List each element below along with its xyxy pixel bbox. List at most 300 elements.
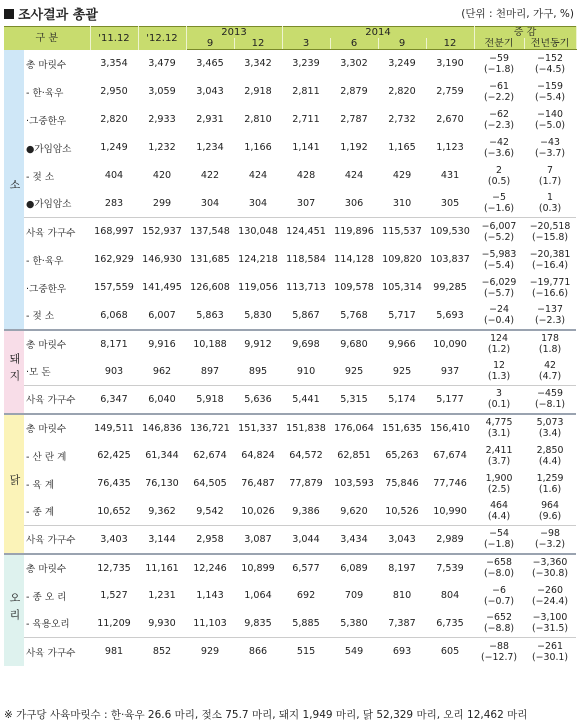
table-row (4, 190, 576, 218)
value-cell: 5,863 (196, 309, 224, 321)
change-percent: (3.4) (538, 428, 562, 439)
change-percent: (−12.7) (481, 651, 518, 663)
value-cell: 9,912 (234, 330, 282, 358)
value-cell: 118,584 (286, 254, 326, 265)
value-cell: 119,896 (330, 218, 378, 246)
value-cell: 115,537 (378, 218, 426, 246)
change-value: 12 (493, 360, 505, 372)
change-prev-year-cell (524, 442, 576, 470)
value-cell: 1,231 (148, 590, 176, 601)
value-cell: 76,435 (97, 478, 131, 489)
value-cell: 168,997 (90, 218, 138, 246)
change-prev-year-cell (524, 582, 576, 610)
value-cell: 304 (248, 197, 268, 209)
value-cell: 2,820 (100, 114, 128, 125)
change-value: −59 (489, 52, 509, 64)
change-value: 2,411 (485, 444, 513, 456)
change-prev-year-cell (524, 162, 576, 190)
value-cell: 2,918 (244, 86, 272, 97)
change-prev-quarter-cell (474, 302, 524, 330)
value-cell: 152,937 (138, 218, 186, 246)
group-label-text: 닭 (8, 473, 21, 491)
value-cell: 1,143 (196, 590, 224, 601)
value-cell: 103,593 (334, 478, 374, 489)
table-row (4, 582, 576, 610)
change-value: 2,850 (536, 444, 564, 456)
value-cell: 5,174 (378, 386, 426, 414)
value-cell: 162,929 (94, 254, 134, 265)
value-cell: 5,315 (330, 386, 378, 414)
change-prev-quarter-cell (474, 246, 524, 274)
value-cell: 126,608 (190, 282, 230, 293)
value-cell: 62,674 (193, 450, 227, 461)
value-cell: 5,636 (234, 386, 282, 414)
value-cell: 75,846 (385, 478, 419, 489)
value-cell: 1,232 (148, 142, 176, 153)
value-cell: 9,680 (330, 330, 378, 358)
change-percent: (−3.2) (534, 539, 566, 551)
change-prev-year-cell (524, 330, 576, 358)
value-cell: 9,542 (196, 505, 224, 517)
row-label: 총 마릿수 (24, 554, 90, 582)
row-label: - 한·육우 (26, 87, 64, 99)
change-value: 1,900 (485, 472, 513, 484)
value-cell: 9,386 (292, 505, 320, 517)
value-cell: 3,144 (138, 526, 186, 554)
value-cell: 1,234 (196, 142, 224, 153)
page-title (4, 4, 98, 23)
value-cell: 810 (392, 590, 412, 601)
change-percent: (−16.6) (532, 287, 569, 299)
value-cell: 65,263 (385, 450, 419, 461)
value-cell: 2,933 (148, 114, 176, 125)
table-row (4, 386, 576, 414)
change-prev-year-cell (524, 610, 576, 638)
change-value: 124 (490, 333, 508, 344)
value-cell: 424 (344, 170, 364, 181)
value-cell: 299 (152, 197, 172, 209)
value-cell: 1,249 (100, 142, 128, 153)
square-bullet-icon (4, 9, 14, 19)
change-percent: (1.8) (538, 344, 562, 355)
value-cell: 306 (344, 197, 364, 209)
value-cell: 3,465 (196, 58, 224, 70)
value-cell: 9,362 (148, 505, 176, 517)
header-2014-month: 3 (282, 38, 330, 50)
value-cell: 2,810 (244, 114, 272, 125)
value-cell: 283 (104, 197, 124, 209)
value-cell: 62,851 (337, 450, 371, 461)
change-percent: (−1.6) (483, 203, 515, 215)
change-value: −19,771 (529, 276, 571, 288)
group-label (4, 330, 24, 414)
value-cell: 5,918 (186, 386, 234, 414)
value-cell: 5,830 (244, 309, 272, 321)
change-percent: (4.7) (538, 371, 562, 383)
value-cell: 6,040 (138, 386, 186, 414)
value-cell: 9,620 (340, 505, 368, 517)
change-value: −62 (489, 108, 509, 120)
value-cell: 6,007 (148, 309, 176, 321)
value-cell: 9,966 (378, 330, 426, 358)
change-prev-quarter-cell (474, 526, 524, 554)
change-percent: (3.1) (487, 428, 511, 439)
value-cell: 9,835 (244, 617, 272, 629)
value-cell: 404 (104, 170, 124, 181)
value-cell: 137,548 (186, 218, 234, 246)
value-cell: 903 (104, 365, 124, 377)
value-cell: 8,197 (378, 554, 426, 582)
change-prev-quarter-cell (474, 638, 524, 666)
change-percent: (−2.2) (483, 91, 515, 103)
row-label: - 산 란 계 (26, 451, 67, 463)
value-cell: 113,713 (286, 282, 326, 293)
value-cell: 307 (296, 197, 316, 209)
change-value: −20,518 (529, 220, 571, 232)
value-cell: 10,899 (234, 554, 282, 582)
change-value: −6,007 (481, 220, 517, 232)
value-cell: 1,192 (340, 142, 368, 153)
value-cell: 2,950 (100, 86, 128, 97)
value-cell: 1,141 (292, 142, 320, 153)
change-value: 7 (547, 164, 554, 176)
value-cell: 149,511 (90, 414, 138, 442)
value-cell: 10,652 (97, 505, 131, 517)
change-prev-quarter-cell (474, 78, 524, 106)
value-cell: 5,717 (388, 309, 416, 321)
value-cell: 141,495 (142, 282, 182, 293)
change-prev-year-cell (524, 246, 576, 274)
row-label: 총 마릿수 (24, 414, 90, 442)
row-label: ·모 돈 (26, 367, 51, 379)
value-cell: 424 (248, 170, 268, 181)
table-row (4, 50, 576, 78)
header-2013-month: 9 (186, 38, 234, 50)
value-cell: 2,989 (426, 526, 474, 554)
change-prev-year-cell (524, 414, 576, 442)
value-cell: 61,344 (145, 450, 179, 461)
change-value: 42 (544, 360, 556, 372)
table-row (4, 526, 576, 554)
group-label (4, 50, 24, 330)
change-value: −6,029 (481, 276, 517, 288)
row-label: 사육 가구수 (24, 218, 90, 246)
value-cell: 429 (392, 170, 412, 181)
change-value: −159 (537, 80, 563, 92)
value-cell: 310 (392, 197, 412, 209)
change-prev-quarter-cell (474, 442, 524, 470)
change-percent: (4.4) (487, 511, 511, 523)
change-percent: (−2.3) (534, 315, 566, 326)
change-prev-year-cell (524, 218, 576, 246)
value-cell: 7,387 (388, 617, 416, 629)
value-cell: 2,879 (340, 86, 368, 97)
change-value: −24 (489, 304, 509, 315)
value-cell: 3,044 (282, 526, 330, 554)
change-percent: (−8.1) (534, 399, 566, 411)
table-row (4, 330, 576, 358)
change-percent: (−1.8) (483, 539, 515, 551)
row-label: - 한·육우 (26, 255, 64, 267)
value-cell: 67,674 (433, 450, 467, 461)
table-row (4, 610, 576, 638)
change-percent: (0.3) (538, 203, 562, 215)
header-2013-month: 12 (234, 38, 282, 50)
value-cell: 2,670 (436, 114, 464, 125)
value-cell: 5,867 (292, 309, 320, 321)
change-percent: (−31.5) (532, 623, 569, 635)
value-cell: 420 (152, 170, 172, 181)
value-cell: 5,768 (340, 309, 368, 321)
change-prev-year-cell (524, 78, 576, 106)
change-percent: (−24.4) (532, 595, 569, 607)
value-cell: 10,090 (426, 330, 474, 358)
value-cell: 157,559 (94, 282, 134, 293)
change-value: 464 (490, 500, 508, 512)
change-percent: (3.7) (487, 455, 511, 467)
change-prev-quarter-cell (474, 498, 524, 526)
header-2014: 2014 (282, 27, 474, 39)
change-prev-year-cell (524, 554, 576, 582)
value-cell: 6,347 (90, 386, 138, 414)
change-prev-quarter-cell (474, 134, 524, 162)
value-cell: 1,123 (436, 142, 464, 153)
change-prev-year-cell (524, 274, 576, 302)
value-cell: 605 (426, 638, 474, 666)
value-cell: 12,246 (186, 554, 234, 582)
value-cell: 124,451 (282, 218, 330, 246)
change-prev-quarter-cell (474, 582, 524, 610)
row-label: 총 마릿수 (26, 59, 67, 71)
value-cell: 136,721 (186, 414, 234, 442)
change-percent: (−5.7) (483, 287, 515, 299)
value-cell: 866 (234, 638, 282, 666)
row-label: ·그중한우 (26, 115, 67, 127)
change-value: −98 (540, 528, 560, 540)
value-cell: 2,732 (388, 114, 416, 125)
table-row (4, 78, 576, 106)
change-value: −137 (537, 304, 563, 315)
change-prev-year-cell (524, 470, 576, 498)
value-cell: 114,128 (334, 254, 374, 265)
value-cell: 64,505 (193, 478, 227, 489)
change-percent: (−15.8) (532, 231, 569, 243)
change-percent: (−16.4) (532, 259, 569, 271)
value-cell: 3,342 (244, 58, 272, 70)
change-value: 1 (547, 192, 554, 204)
change-value: −260 (537, 584, 563, 596)
row-label: - 젖 소 (26, 171, 55, 183)
table-row (4, 414, 576, 442)
change-percent: (0.5) (487, 175, 511, 187)
change-prev-year-cell (524, 498, 576, 526)
change-percent: (2.5) (487, 483, 511, 495)
change-prev-quarter-cell (474, 414, 524, 442)
change-percent: (−3.6) (483, 147, 515, 159)
value-cell: 3,302 (340, 58, 368, 70)
value-cell: 64,572 (289, 450, 323, 461)
summary-table-wrapper (4, 26, 576, 666)
change-percent: (−5.2) (483, 231, 515, 243)
group-label-text: 소 (8, 179, 21, 196)
change-percent: (1.3) (487, 371, 511, 383)
row-label: 사육 가구수 (24, 638, 90, 666)
value-cell: 124,218 (238, 254, 278, 265)
value-cell: 9,698 (282, 330, 330, 358)
table-body (4, 50, 576, 666)
value-cell: 11,161 (138, 554, 186, 582)
change-percent: (1.6) (538, 483, 562, 495)
change-prev-year-cell (524, 50, 576, 78)
change-value: −43 (540, 136, 560, 148)
value-cell: 146,836 (138, 414, 186, 442)
header-1112: '11.12 (90, 27, 138, 50)
value-cell: 11,103 (193, 617, 227, 629)
change-prev-quarter-cell (474, 274, 524, 302)
row-label: 사육 가구수 (24, 386, 90, 414)
change-prev-year-cell (524, 638, 576, 666)
change-percent: (−1.8) (483, 63, 515, 75)
value-cell: 431 (440, 170, 460, 181)
change-percent: (1.7) (538, 175, 562, 187)
value-cell: 3,354 (100, 58, 128, 69)
change-value: −658 (486, 557, 512, 568)
value-cell: 1,527 (100, 590, 128, 601)
value-cell: 1,166 (244, 142, 272, 153)
change-value: 5,073 (536, 417, 564, 428)
change-value: −3,100 (532, 612, 568, 624)
table-row (4, 498, 576, 526)
value-cell: 304 (200, 197, 220, 209)
change-prev-quarter-cell (474, 190, 524, 218)
value-cell: 929 (186, 638, 234, 666)
value-cell: 2,931 (196, 114, 224, 125)
value-cell: 2,787 (340, 114, 368, 125)
value-cell: 109,578 (334, 282, 374, 293)
value-cell: 3,059 (148, 86, 176, 97)
table-row (4, 470, 576, 498)
value-cell: 549 (330, 638, 378, 666)
change-percent: (−5.4) (534, 91, 566, 103)
value-cell: 3,190 (436, 58, 464, 70)
value-cell: 7,539 (426, 554, 474, 582)
change-prev-quarter-cell (474, 470, 524, 498)
table-row (4, 554, 576, 582)
value-cell: 151,337 (234, 414, 282, 442)
change-percent: (−2.3) (483, 119, 515, 131)
group-label-text: 돼지 (8, 353, 21, 387)
row-label: - 종 오 리 (26, 591, 67, 603)
value-cell: 3,087 (234, 526, 282, 554)
value-cell: 64,824 (241, 450, 275, 461)
value-cell: 910 (296, 365, 316, 377)
value-cell: 428 (296, 170, 316, 181)
value-cell: 109,530 (426, 218, 474, 246)
change-prev-year-cell (524, 526, 576, 554)
group-label-text: 오리 (8, 591, 21, 626)
change-prev-year-cell (524, 134, 576, 162)
value-cell: 804 (440, 590, 460, 601)
change-prev-year-cell (524, 302, 576, 330)
change-value: −5 (492, 192, 506, 204)
change-prev-quarter-cell (474, 50, 524, 78)
row-label: - 육 계 (26, 479, 55, 491)
header-2014-month: 6 (330, 38, 378, 50)
value-cell: 3,479 (148, 58, 176, 69)
change-prev-quarter-cell (474, 358, 524, 386)
table-row (4, 358, 576, 386)
table-row (4, 274, 576, 302)
change-value: −42 (489, 136, 509, 148)
change-percent: (−0.4) (483, 315, 515, 326)
value-cell: 6,577 (282, 554, 330, 582)
change-value: 3 (496, 388, 503, 400)
change-value: −61 (489, 80, 509, 92)
change-prev-quarter-cell (474, 106, 524, 134)
row-label: ●가임암소 (26, 199, 72, 211)
value-cell: 897 (200, 365, 220, 377)
value-cell: 151,838 (282, 414, 330, 442)
row-label: - 젖 소 (26, 311, 55, 322)
value-cell: 77,746 (433, 478, 467, 489)
change-value: −5,983 (481, 248, 517, 260)
change-percent: (9.6) (538, 511, 562, 523)
value-cell: 146,930 (142, 254, 182, 265)
change-prev-year-cell (524, 190, 576, 218)
change-prev-quarter-cell (474, 218, 524, 246)
change-percent: (−3.7) (534, 147, 566, 159)
value-cell: 10,990 (433, 505, 467, 517)
change-value: 4,775 (485, 417, 513, 428)
group-label (4, 554, 24, 666)
change-percent: (−5.0) (534, 119, 566, 131)
change-prev-quarter-cell (474, 610, 524, 638)
row-label: ·그중한우 (26, 283, 67, 295)
change-prev-year-cell (524, 386, 576, 414)
row-label: - 육용오리 (26, 619, 70, 631)
value-cell: 103,837 (430, 254, 470, 265)
value-cell: 176,064 (330, 414, 378, 442)
value-cell: 3,239 (292, 58, 320, 70)
table-row (4, 106, 576, 134)
table-header (4, 27, 576, 50)
change-value: −3,360 (532, 557, 568, 568)
value-cell: 305 (440, 197, 460, 209)
value-cell: 3,043 (196, 86, 224, 97)
change-percent: (0.1) (487, 399, 511, 411)
change-prev-year-cell (524, 358, 576, 386)
value-cell: 5,380 (340, 617, 368, 629)
value-cell: 2,820 (388, 86, 416, 97)
change-percent: (4.4) (538, 455, 562, 467)
value-cell: 76,487 (241, 478, 275, 489)
footnote: ※ 가구당 사육마릿수 : 한·육우 26.6 마리, 젖소 75.7 마리, 돼지 1,949 마리, 닭 52,329 마리, 오리 12,462 마리 (4, 709, 528, 721)
header-prev-year: 전년동기 (524, 38, 576, 50)
table-row (4, 218, 576, 246)
value-cell: 5,885 (292, 617, 320, 629)
value-cell: 131,685 (190, 254, 230, 265)
value-cell: 5,177 (426, 386, 474, 414)
value-cell: 422 (200, 170, 220, 181)
table-row (4, 442, 576, 470)
value-cell: 3,043 (378, 526, 426, 554)
value-cell: 5,441 (282, 386, 330, 414)
value-cell: 693 (378, 638, 426, 666)
header-2014-month: 12 (426, 38, 474, 50)
header-1212: '12.12 (138, 27, 186, 50)
change-prev-quarter-cell (474, 386, 524, 414)
header-2014-month: 9 (378, 38, 426, 50)
